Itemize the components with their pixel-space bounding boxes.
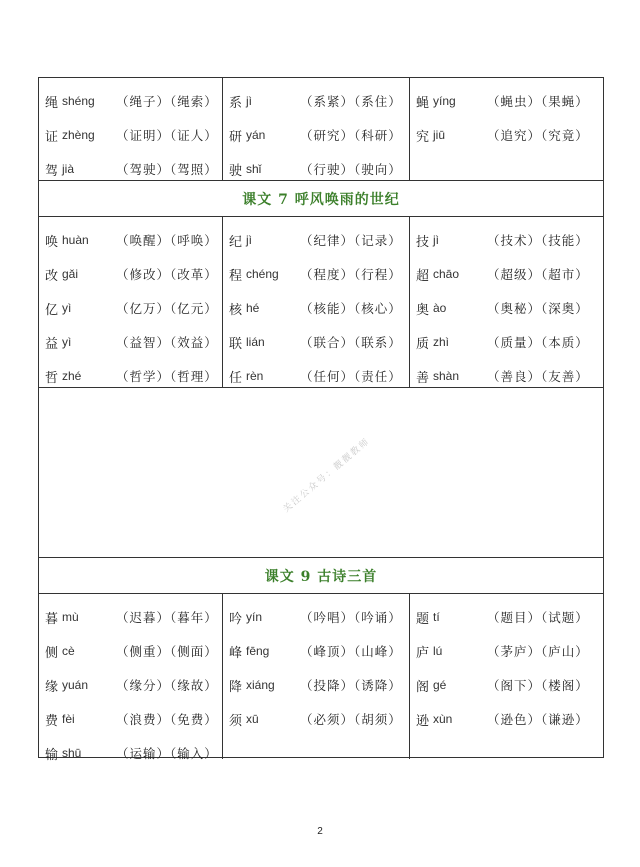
vocab-entry — [45, 291, 222, 325]
vocab-entry — [45, 702, 222, 736]
word-list: （必须）（胡须） — [300, 712, 402, 727]
pinyin: cè — [62, 644, 75, 658]
vocab-entry — [229, 291, 409, 325]
word-list: （吟唱）（吟诵） — [300, 610, 402, 625]
character: 系 — [229, 95, 243, 111]
vocab-entry — [229, 600, 409, 634]
column — [410, 217, 603, 387]
word-list: （驾驶）（驾照） — [116, 162, 218, 177]
vocab-entry — [45, 736, 222, 770]
vocab-entry — [229, 325, 409, 359]
vocab-entry — [229, 634, 409, 668]
word-list: （阁下）（楼阁） — [487, 678, 589, 693]
pinyin: mù — [62, 610, 79, 624]
character: 益 — [45, 336, 59, 352]
word-list: （奥秘）（深奥） — [487, 301, 589, 316]
vocab-entry — [229, 84, 409, 118]
character: 蝇 — [416, 95, 430, 111]
word-list: （逊色）（谦逊） — [487, 712, 589, 727]
character: 吟 — [229, 611, 243, 627]
character: 驶 — [229, 163, 243, 179]
vocab-entry — [416, 84, 603, 118]
character: 阁 — [416, 679, 430, 695]
character: 亿 — [45, 302, 59, 318]
character: 暮 — [45, 611, 59, 627]
pinyin: lián — [246, 335, 265, 349]
pinyin: shéng — [62, 94, 95, 108]
section-row — [39, 217, 603, 388]
word-list: （投降）（诱降） — [300, 678, 402, 693]
pinyin: yì — [62, 335, 72, 349]
pinyin: jià — [62, 162, 75, 176]
column — [39, 78, 223, 180]
character: 超 — [416, 268, 430, 284]
vocab-entry — [229, 668, 409, 702]
vocab-entry — [45, 600, 222, 634]
word-list: （唤醒）（呼唤） — [116, 233, 218, 248]
character: 哲 — [45, 370, 59, 386]
character: 核 — [229, 302, 243, 318]
character: 庐 — [416, 645, 430, 661]
watermark: 关注公众号：靓靓教师 — [281, 436, 373, 515]
pinyin: yín — [246, 610, 263, 624]
column — [223, 217, 410, 387]
word-list: （联合）（联系） — [300, 335, 402, 350]
pinyin: jì — [246, 233, 252, 247]
character: 研 — [229, 129, 243, 145]
character: 降 — [229, 679, 243, 695]
pinyin: shū — [62, 746, 82, 760]
column — [39, 594, 223, 763]
character: 费 — [45, 713, 59, 729]
word-list: （茅庐）（庐山） — [487, 644, 589, 659]
word-list: （系紧）（系住） — [300, 94, 402, 109]
pinyin: chéng — [246, 267, 279, 281]
vocab-entry — [229, 223, 409, 257]
character: 绳 — [45, 95, 59, 111]
pinyin: ào — [433, 301, 447, 315]
column — [223, 78, 410, 180]
word-list: （题目）（试题） — [487, 610, 589, 625]
word-list: （纪律）（记录） — [300, 233, 402, 248]
pinyin: yíng — [433, 94, 456, 108]
pinyin: zhèng — [62, 128, 95, 142]
pinyin: fèi — [62, 712, 75, 726]
vocab-entry — [416, 668, 603, 702]
word-list: （迟暮）（暮年） — [116, 610, 218, 625]
character: 质 — [416, 336, 430, 352]
vocab-entry — [416, 634, 603, 668]
vocab-entry — [416, 223, 603, 257]
column — [223, 594, 410, 759]
character: 联 — [229, 336, 243, 352]
vocab-entry — [45, 257, 222, 291]
word-list: （蝇虫）（果蝇） — [487, 94, 589, 109]
pinyin: xū — [246, 712, 259, 726]
vocab-entry — [45, 325, 222, 359]
word-list: （质量）（本质） — [487, 335, 589, 350]
pinyin: gé — [433, 678, 447, 692]
character: 侧 — [45, 645, 59, 661]
word-list: （追究）（究竟） — [487, 128, 589, 143]
vocab-entry — [45, 118, 222, 152]
column — [410, 78, 603, 180]
section-title: 课文 7 呼风唤雨的世纪 — [39, 181, 603, 217]
word-list: （侧重）（侧面） — [116, 644, 218, 659]
character: 纪 — [229, 234, 243, 250]
pinyin: jiū — [433, 128, 446, 142]
section-row — [39, 78, 603, 181]
vocab-entry — [416, 257, 603, 291]
word-list: （益智）（效益） — [116, 335, 218, 350]
character: 任 — [229, 370, 243, 386]
pinyin: yuán — [62, 678, 89, 692]
word-list: （超级）（超市） — [487, 267, 589, 282]
word-list: （修改）（改革） — [116, 267, 218, 282]
word-list: （绳子）（绳索） — [116, 94, 218, 109]
pinyin: xùn — [433, 712, 453, 726]
vocabulary-table — [38, 77, 604, 763]
word-list: （任何）（责任） — [300, 369, 402, 384]
pinyin: yán — [246, 128, 266, 142]
pinyin: lú — [433, 644, 443, 658]
pinyin: gǎi — [62, 267, 79, 281]
word-list: （峰顶）（山峰） — [300, 644, 402, 659]
vocab-entry — [416, 291, 603, 325]
pinyin: jì — [246, 94, 252, 108]
section-title: 课文 9 古诗三首 — [39, 558, 603, 594]
vocab-entry — [416, 118, 603, 152]
character: 技 — [416, 234, 430, 250]
vocab-entry — [416, 325, 603, 359]
section-row — [39, 594, 603, 763]
pinyin: shàn — [433, 369, 460, 383]
word-list: （核能）（核心） — [300, 301, 402, 316]
vocab-entry — [45, 223, 222, 257]
word-list: （善良）（友善） — [487, 369, 589, 384]
word-list: （程度）（行程） — [300, 267, 402, 282]
character: 善 — [416, 370, 430, 386]
word-list: （运输）（输入） — [116, 746, 218, 761]
pinyin: jì — [433, 233, 439, 247]
pinyin: huàn — [62, 233, 89, 247]
blank-area — [39, 388, 603, 558]
character: 题 — [416, 611, 430, 627]
pinyin: shǐ — [246, 162, 262, 176]
vocab-entry — [229, 702, 409, 736]
vocab-entry — [229, 257, 409, 291]
pinyin: zhì — [433, 335, 450, 349]
vocab-entry — [45, 84, 222, 118]
character: 峰 — [229, 645, 243, 661]
character: 逊 — [416, 713, 430, 729]
word-list: （研究）（科研） — [300, 128, 402, 143]
word-list: （缘分）（缘故） — [116, 678, 218, 693]
column — [410, 594, 603, 759]
character: 究 — [416, 129, 430, 145]
character: 程 — [229, 268, 243, 284]
vocab-entry — [229, 152, 409, 186]
word-list: （技术）（技能） — [487, 233, 589, 248]
character: 须 — [229, 713, 243, 729]
word-list: （亿万）（亿元） — [116, 301, 218, 316]
character: 缘 — [45, 679, 59, 695]
vocab-entry — [416, 702, 603, 736]
word-list: （行驶）（驶向） — [300, 162, 402, 177]
vocab-entry — [45, 668, 222, 702]
pinyin: yì — [62, 301, 72, 315]
word-list: （哲学）（哲理） — [116, 369, 218, 384]
character: 驾 — [45, 163, 59, 179]
vocab-entry — [416, 600, 603, 634]
word-list: （浪费）（免费） — [116, 712, 218, 727]
page-number: 2 — [317, 826, 323, 837]
character: 唤 — [45, 234, 59, 250]
character: 奥 — [416, 302, 430, 318]
word-list: （证明）（证人） — [116, 128, 218, 143]
character: 改 — [45, 268, 59, 284]
pinyin: fēng — [246, 644, 270, 658]
character: 证 — [45, 129, 59, 145]
vocab-entry — [45, 634, 222, 668]
pinyin: xiáng — [246, 678, 275, 692]
pinyin: zhé — [62, 369, 82, 383]
vocab-entry — [229, 118, 409, 152]
character: 输 — [45, 747, 59, 763]
pinyin: hé — [246, 301, 260, 315]
pinyin: tí — [433, 610, 440, 624]
vocab-entry — [45, 152, 222, 186]
column — [39, 217, 223, 387]
pinyin: chāo — [433, 267, 460, 281]
pinyin: rèn — [246, 369, 264, 383]
